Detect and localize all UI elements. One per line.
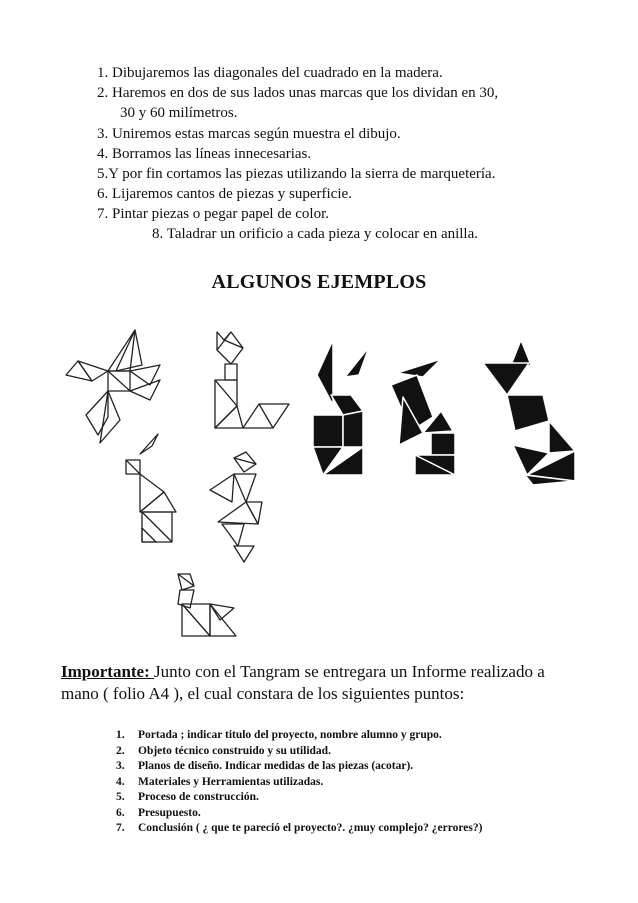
report-point-text: Conclusión ( ¿ que te pareció el proyecto?. ¿muy complejo? ¿errores?) [138,822,483,834]
report-point-number: 4. [116,775,125,788]
tangram-cat-figure [203,328,293,433]
report-point-text: Objeto técnico construido y su utilidad. [138,744,331,757]
step-6: 6. Lijaremos cantos de piezas y superficie. [97,186,352,202]
tangram-rabbits-solid-figures [303,335,583,487]
step-3: 3. Uniremos estas marcas según muestra el dibujo. [97,126,401,142]
step-5: 5.Y por fin cortamos las piezas utilizando la sierra de marquetería. [97,166,496,182]
important-text: Junto con el Tangram se entregara un Informe realizado a mano ( folio A4 ), el cual constara de los siguientes puntos: [61,662,545,703]
report-point [116,806,201,820]
report-point [116,744,331,758]
tangram-swan-figure [170,572,242,642]
report-point-number: 6. [116,806,125,819]
report-point-number: 2. [116,744,125,757]
report-point-number: 5. [116,791,125,803]
report-point [116,821,482,835]
examples-heading: ALGUNOS EJEMPLOS [211,271,427,293]
report-point-number: 1. [116,729,125,741]
important-note [61,661,581,705]
report-point-text: Planos de diseño. Indicar medidas de las piezas (acotar). [138,760,414,772]
step-8: 8. Taladrar un orificio a cada pieza y colocar en anilla. [152,226,479,242]
step-4: 4. Borramos las líneas innecesarias. [97,146,312,162]
step-2-continuation: 30 y 60 milímetros. [120,105,238,121]
tangram-rabbit-outline-figure [118,432,183,547]
tangram-runner-figure [204,450,269,565]
report-point [116,759,413,773]
step-1: 1. Dibujaremos las diagonales del cuadrado en la madera. [97,65,443,81]
step-7: 7. Pintar piezas o pegar papel de color. [97,206,330,222]
report-point [116,790,259,804]
report-point-text: Presupuesto. [138,806,201,819]
report-point-text: Materiales y Herramientas utilizadas. [138,775,324,788]
report-point [116,775,323,789]
report-point [116,728,442,742]
report-point-text: Proceso de construcción. [138,791,259,803]
report-point-number: 3. [116,760,125,772]
important-label: Importante: [61,662,155,681]
step-2: 2. Haremos en dos de sus lados unas marcas que los dividan en 30, [97,85,499,101]
report-point-text: Portada ; indicar titulo del proyecto, nombre alumno y grupo. [138,729,442,741]
report-point-number: 7. [116,822,125,834]
